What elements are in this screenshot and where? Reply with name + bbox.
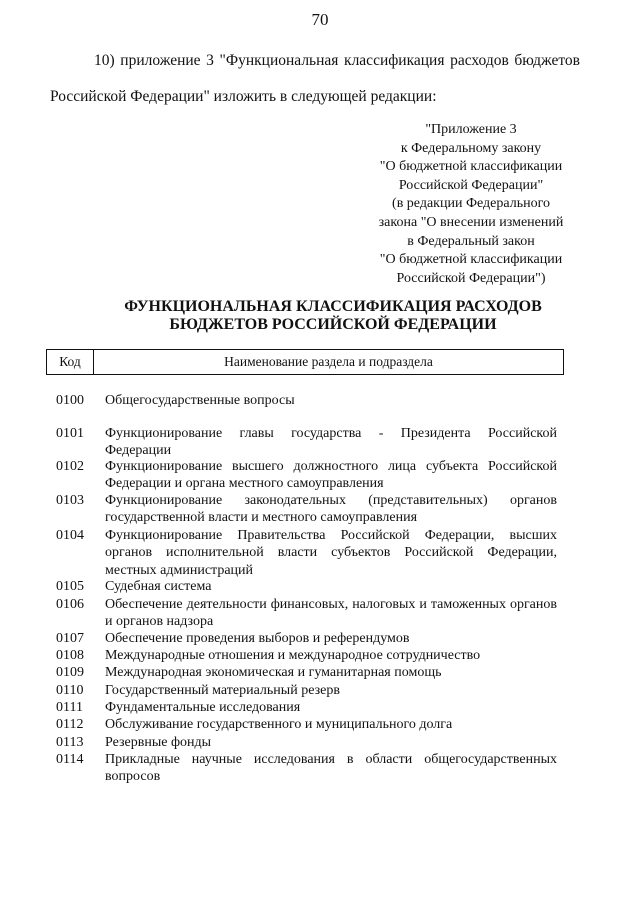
row-name: Обеспечение деятельности финансовых, налоговых и таможенных органов и органов надзора [105, 597, 557, 630]
appendix-note-line: "Приложение 3 [425, 122, 517, 137]
row-code: 0109 [56, 665, 84, 680]
appendix-note-line: Российской Федерации" [398, 177, 544, 193]
row-code: 0103 [56, 493, 84, 508]
appendix-note-line: (в редакции Федерального [392, 196, 550, 212]
document-title-line-1: ФУНКЦИОНАЛЬНАЯ КЛАССИФИКАЦИЯ РАСХОДОВ [124, 298, 542, 315]
row-name: Фундаментальные исследования [105, 700, 301, 715]
row-name: Государственный материальный резерв [105, 683, 340, 698]
document-title [60, 298, 606, 334]
row-code: 0106 [56, 597, 84, 612]
intro-paragraph-line-2: Российской Федерации" изложить в следующей редакции: [50, 88, 437, 105]
row-code: 0113 [56, 735, 84, 750]
row-name: Судебная система [105, 579, 212, 594]
appendix-note-line: в Федеральный закон [407, 233, 535, 249]
row-name: Международные отношения и международное сотрудничество [105, 648, 481, 663]
row-name: Функционирование высшего должностного лица субъекта Российской Федерации и органа местного самоуправления [105, 459, 557, 492]
row-code: 0112 [56, 717, 84, 732]
column-header-code: Код [47, 350, 94, 374]
row-name: Общегосударственные вопросы [105, 393, 295, 408]
row-code: 0108 [56, 648, 84, 663]
row-name: Прикладные научные исследования в области общегосударственных вопросов [105, 752, 557, 785]
page-number: 70 [311, 10, 329, 29]
row-code: 0100 [56, 393, 84, 408]
appendix-note-line: к Федеральному закону [400, 140, 542, 156]
row-code: 0102 [56, 459, 84, 474]
document-title-line-2: БЮДЖЕТОВ РОССИЙСКОЙ ФЕДЕРАЦИИ [169, 316, 497, 333]
row-code: 0101 [56, 426, 84, 441]
table-header [46, 349, 564, 375]
appendix-note-line: закона "О внесении изменений [378, 214, 564, 230]
row-name: Функционирование главы государства - Президента Российской Федерации [105, 426, 557, 459]
row-code: 0110 [56, 683, 84, 698]
row-code: 0111 [56, 700, 83, 715]
column-header-name: Наименование раздела и подраздела [224, 354, 433, 369]
row-name: Резервные фонды [105, 735, 212, 750]
row-name: Обеспечение проведения выборов и референдумов [105, 631, 410, 646]
row-code: 0105 [56, 579, 84, 594]
row-name: Функционирование законодательных (представительных) органов государственной власти и местного самоуправления [105, 493, 557, 526]
row-name: Функционирование Правительства Российской Федерации, высших органов исполнительной власти субъектов Российской Федерации, местных администраций [105, 528, 557, 578]
appendix-note [360, 121, 582, 288]
row-name: Обслуживание государственного и муниципального долга [105, 717, 453, 732]
row-name: Международная экономическая и гуманитарная помощь [105, 665, 442, 680]
row-code: 0107 [56, 631, 84, 646]
appendix-note-line: Российской Федерации") [396, 270, 546, 286]
row-code: 0104 [56, 528, 84, 543]
row-code: 0114 [56, 752, 84, 767]
intro-paragraph-line-1: 10) приложение 3 "Функциональная классификация расходов бюджетов [94, 52, 580, 69]
appendix-note-line: "О бюджетной классификации [379, 159, 563, 175]
appendix-note-line: "О бюджетной классификации [379, 252, 563, 268]
